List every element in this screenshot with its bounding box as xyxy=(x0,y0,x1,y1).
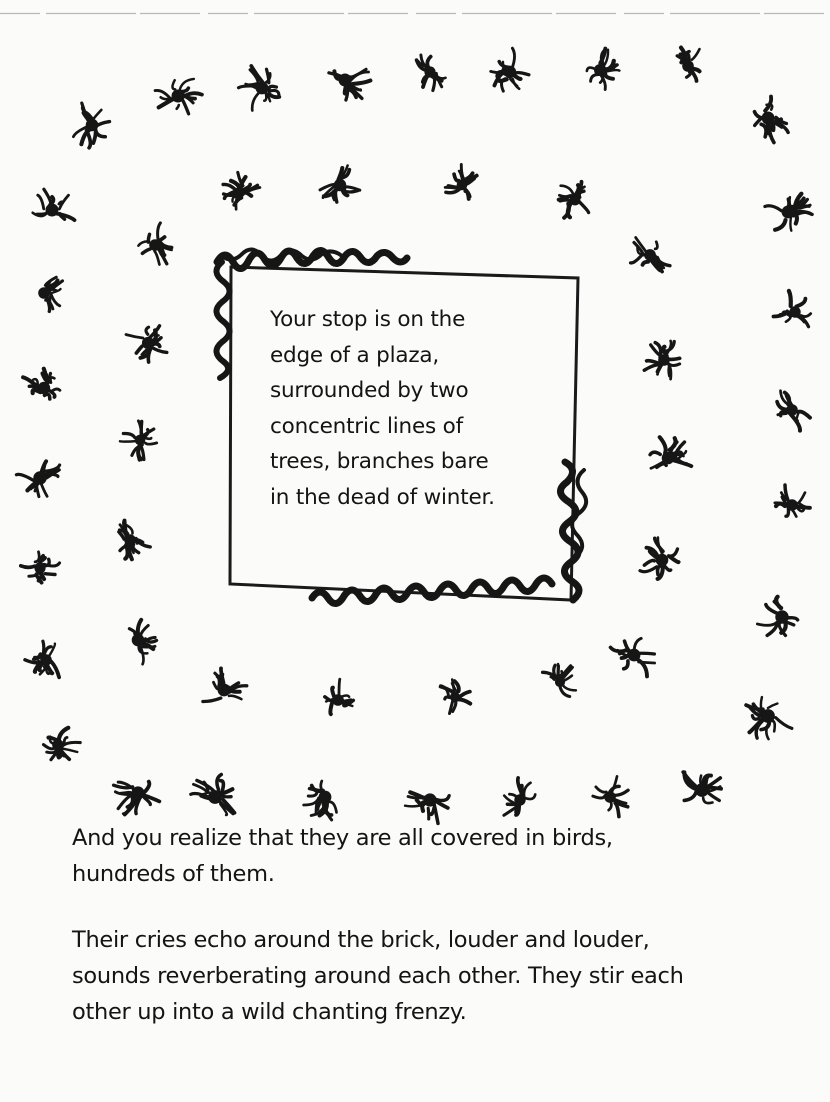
tree-sketch xyxy=(491,48,529,91)
tree-sketch xyxy=(650,437,691,468)
caption-line: surrounded by two xyxy=(270,378,469,404)
tree-sketch xyxy=(325,679,354,714)
tree-sketch xyxy=(587,49,620,90)
tree-sketch xyxy=(405,792,449,823)
tree-sketch xyxy=(631,238,670,272)
tree-sketch xyxy=(677,48,699,81)
caption-line: Your stop is on the xyxy=(270,307,466,332)
paragraph-line: sounds reverberating around each other. They stir each xyxy=(72,963,684,989)
tree-sketch xyxy=(223,172,260,209)
tree-sketch xyxy=(191,775,235,816)
tree-sketch xyxy=(775,485,810,517)
story-paragraph-1 xyxy=(72,820,802,892)
tree-sketch xyxy=(304,781,337,820)
tree-sketch xyxy=(329,69,371,100)
tree-sketch xyxy=(73,103,109,148)
tree-sketch xyxy=(320,166,360,203)
tree-sketch xyxy=(38,277,62,311)
tree-sketch xyxy=(25,641,59,677)
tree-sketch xyxy=(543,664,576,696)
tree-sketch xyxy=(504,778,535,815)
tree-sketch xyxy=(755,97,789,143)
tree-sketch xyxy=(119,520,150,559)
paragraph-line: And you realize that they are all covered in birds, xyxy=(72,825,613,851)
caption-line: trees, branches bare xyxy=(270,449,489,475)
frame-bottom-scribble xyxy=(312,578,552,604)
tree-sketch xyxy=(774,291,811,327)
caption-line: concentric lines of xyxy=(270,413,463,439)
tree-sketch xyxy=(777,391,810,431)
tree-sketch xyxy=(21,552,60,583)
tree-sketch xyxy=(129,620,156,664)
tree-sketch xyxy=(559,182,589,218)
tree-sketch xyxy=(155,79,202,114)
tree-sketch xyxy=(239,66,280,111)
tree-sketch xyxy=(593,776,628,816)
tree-sketch xyxy=(611,638,655,676)
tree-sketch xyxy=(746,697,792,739)
tree-sketch xyxy=(640,538,679,579)
tree-sketch xyxy=(445,165,477,199)
tree-sketch xyxy=(44,728,81,760)
caption-line: in the dead of winter. xyxy=(270,484,495,510)
tree-sketch xyxy=(16,461,59,496)
caption-text xyxy=(270,302,560,516)
frame-left-scribble xyxy=(216,262,229,378)
paragraph-line: other up into a wild chanting frenzy. xyxy=(72,999,467,1025)
tree-sketch xyxy=(757,597,797,636)
tree-sketch xyxy=(120,421,157,460)
tree-sketch xyxy=(33,189,75,220)
tree-sketch xyxy=(417,55,446,91)
tree-sketch xyxy=(765,194,812,231)
tree-sketch xyxy=(126,326,167,362)
paragraph-line: Their cries echo around the brick, louder and louder, xyxy=(72,927,650,953)
tree-sketch xyxy=(644,341,679,379)
story-paragraph-2 xyxy=(72,922,802,1030)
tree-sketch xyxy=(203,668,247,701)
tree-sketch xyxy=(138,223,171,265)
tree-sketch xyxy=(114,782,160,815)
caption-line: edge of a plaza, xyxy=(270,342,440,368)
tree-sketch xyxy=(683,772,721,803)
tree-sketch xyxy=(441,680,471,714)
tree-sketch xyxy=(23,369,60,399)
paragraph-line: hundreds of them. xyxy=(72,861,275,887)
